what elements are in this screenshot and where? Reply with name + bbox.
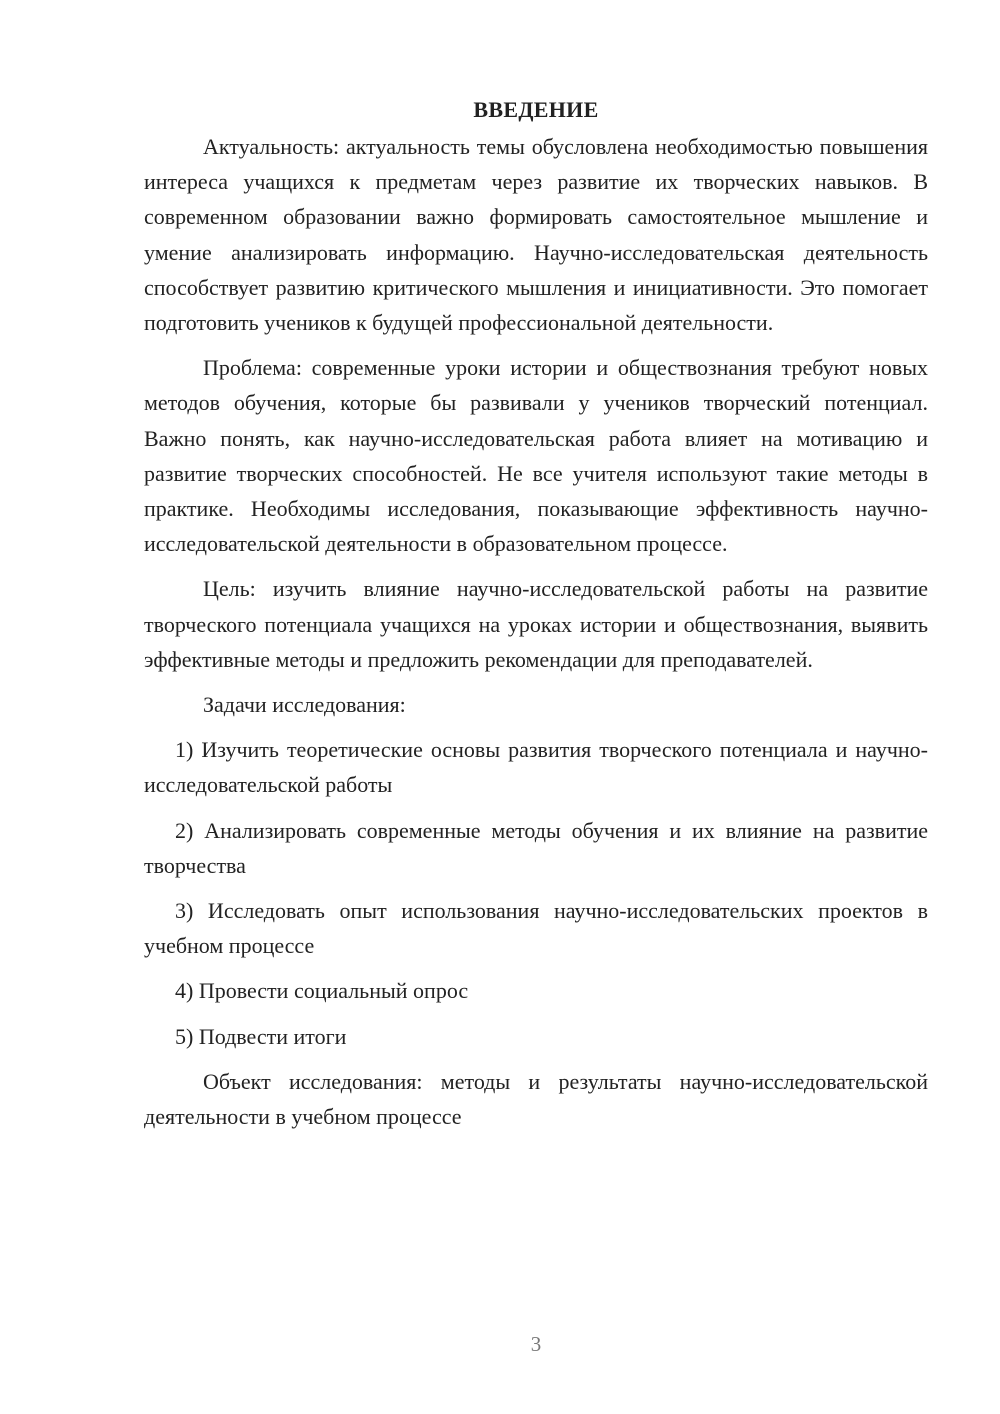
- task-item-5: 5) Подвести итоги: [175, 1023, 347, 1049]
- task-item-3: 3) Исследовать опыт использования научно-исследовательских проектов в учебном процессе: [144, 898, 928, 959]
- page-number: 3: [530, 1332, 542, 1356]
- paragraph-problem: Проблема: современные уроки истории и обществознания требуют новых методов обучения, которые бы развивали у учеников творческий потенциал. Важно понять, как научно-исследовательская работа влияет на мотивацию и развитие творческих способностей. Не все учителя используют такие методы в практике. Необходимы исследования, показывающие эффективность научно-исследовательской деятельности в образовательном процессе.: [144, 355, 928, 557]
- tasks-heading: Задачи исследования:: [203, 692, 406, 718]
- task-item-4: 4) Провести социальный опрос: [175, 978, 469, 1004]
- task-item-2: 2) Анализировать современные методы обучения и их влияние на развитие творчества: [144, 817, 928, 878]
- paragraph-relevance: Актуальность: актуальность темы обусловлена необходимостью повышения интереса учащихся к предметам через развитие их творческих навыков. В современном образовании важно формировать самостоятельное мышление и умение анализировать информацию. Научно-исследовательская деятельность способствует развитию критического мышления и инициативности. Это помогает подготовить учеников к будущей профессиональной деятельности.: [144, 134, 928, 336]
- paragraph-object: Объект исследования: методы и результаты научно-исследовательской деятельности в учебном процессе: [144, 1068, 928, 1130]
- paragraph-goal: Цель: изучить влияние научно-исследовательской работы на развитие творческого потенциала учащихся на уроках истории и обществознания, выявить эффективные методы и предложить рекомендации для преподавателей.: [144, 576, 928, 672]
- section-title: ВВЕДЕНИЕ: [473, 97, 599, 122]
- page-content: [144, 92, 928, 1144]
- task-item-1: 1) Изучить теоретические основы развития творческого потенциала и научно-исследовательской работы: [144, 737, 928, 798]
